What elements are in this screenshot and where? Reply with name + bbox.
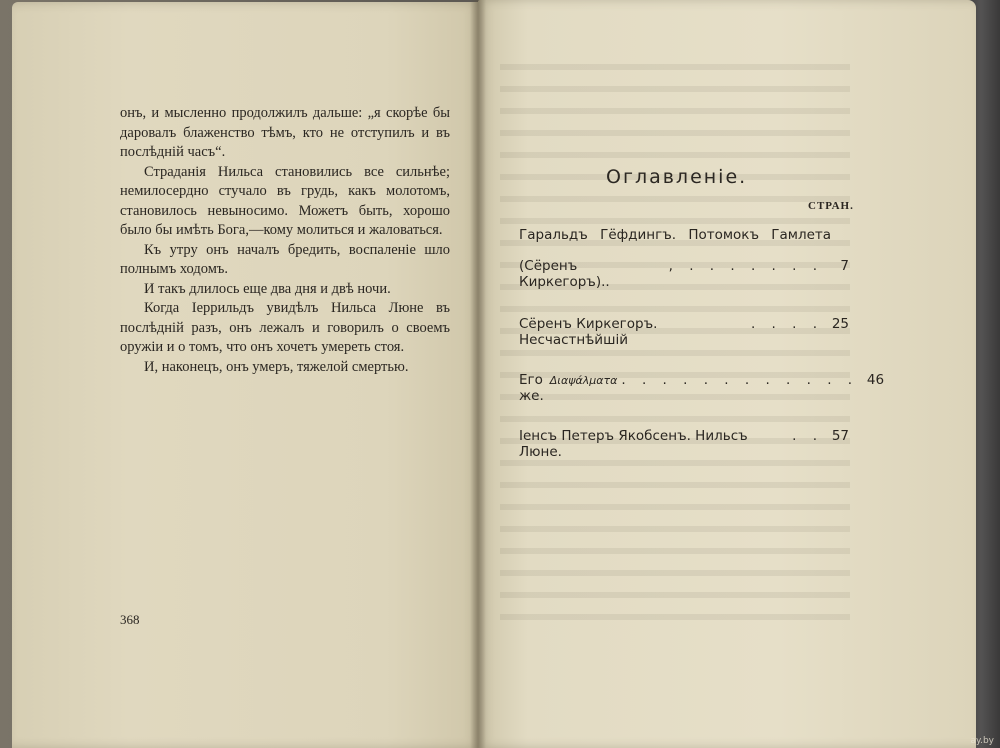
paragraph-6: И, наконецъ, онъ умеръ, тяжелой смертью. (144, 358, 409, 375)
toc-entry-4-title: Іенсъ Петеръ Якобсенъ. Нильсъ Люне. (519, 428, 748, 460)
toc-entry-4 (519, 428, 849, 460)
paragraph-2: Страданія Нильса становились все сильнѣе; немилосердно стучало въ грудь, какъ молотомъ, становилось невыносимо. Можетъ быть, хорошо было бы имѣть Бога,—кому молиться и жаловаться. (120, 163, 450, 238)
paragraph-1: онъ, и мысленно продолжилъ дальше: „я скорѣе бы даровалъ блаженство тѣмъ, кто не отступилъ и въ послѣдній часъ“. (120, 105, 450, 160)
paragraph-5: Когда Іеррильдъ увидѣлъ Нильса Люне въ послѣдній разъ, онъ лежалъ и говорилъ о своемъ оружіи и о томъ, что онъ хочетъ умереть стоя. (120, 300, 450, 355)
toc-leader-dots: . . . . . . . . . . . . (621, 372, 859, 388)
book-gutter (470, 0, 486, 748)
toc-entry-2-page: 25 (831, 316, 849, 332)
watermark: ay.by (970, 736, 994, 746)
toc-title: Оглавленіе. (606, 166, 748, 188)
toc-entry-1-subtitle: (Сёренъ Киркегоръ).. (519, 258, 610, 290)
toc-entry-4-page: 57 (831, 428, 849, 444)
toc-leader-dots: , . . . . . . . (668, 258, 823, 274)
left-page-body-text (120, 104, 450, 377)
left-page (12, 2, 480, 748)
toc-entry-2 (519, 316, 849, 348)
toc-entry-1-page: 7 (840, 258, 849, 274)
toc-entry-1-title: Гаральдъ Гёфдингъ. Потомокъ Гамлета (519, 227, 832, 243)
toc-entry-1-line-2 (519, 258, 849, 290)
toc-pages-label: СТРАН. (808, 200, 854, 212)
toc-leader-dots: . . (792, 428, 823, 444)
paragraph-3: Къ утру онъ началъ бредить, воспаленіе шло полнымъ ходомъ. (120, 241, 450, 277)
toc-entry-3-title: Его же. (519, 372, 544, 404)
toc-entry-3-subtitle: Διαψάλματα (549, 374, 618, 387)
toc-entry-2-title: Сёренъ Киркегоръ. Несчастнѣйшій (519, 316, 658, 348)
toc-entry-3 (519, 372, 885, 404)
toc-leader-dots: . . . . (750, 316, 823, 332)
paragraph-4: И такъ длилось еще два дня и двѣ ночи. (144, 280, 391, 297)
toc-entry-3-page: 46 (866, 372, 885, 388)
page-number: 368 (120, 612, 140, 627)
toc-entry-1-line-1 (519, 227, 831, 243)
